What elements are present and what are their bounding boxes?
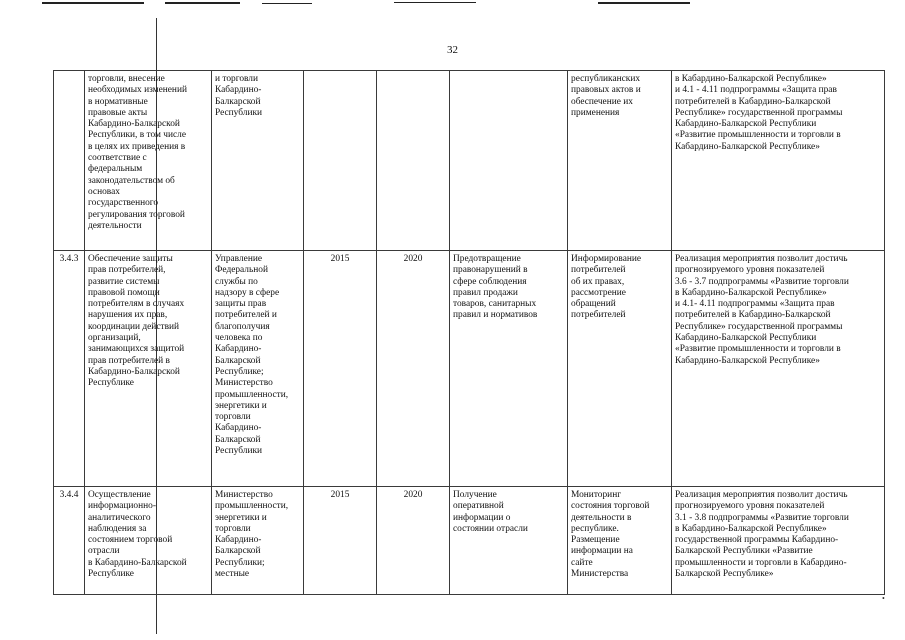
scan-artifact-top — [394, 2, 476, 3]
measures-table — [53, 70, 885, 595]
row-number: 3.4.4 — [54, 487, 85, 595]
start-year: 2015 — [304, 487, 377, 595]
main-directions: республиканских правовых актов и обеспечение их применения — [568, 71, 672, 251]
end-year — [377, 71, 450, 251]
end-year: 2020 — [377, 487, 450, 595]
start-year — [304, 71, 377, 251]
scan-artifact-corner: • — [882, 594, 885, 603]
scan-artifact-top — [598, 2, 690, 4]
indicator-link: в Кабардино-Балкарской Республике» и 4.1 - 4.11 подпрограммы «Защита прав потребителей в Кабардино-Балкарской Республике» государственной программы Кабардино-Балкарской Республики «Развитие промышленности и торговли в Кабардино-Балкарской Республике» — [672, 71, 885, 251]
table-row — [54, 487, 885, 595]
scan-artifact-top — [262, 3, 312, 4]
expected-result — [450, 71, 568, 251]
main-directions: Мониторинг состояния торговой деятельности в республике. Размещение информации на сайте Министерства — [568, 487, 672, 595]
start-year: 2015 — [304, 251, 377, 487]
expected-result: Предотвращение правонарушений в сфере соблюдения правил продажи товаров, санитарных правил и нормативов — [450, 251, 568, 487]
table-row — [54, 251, 885, 487]
indicator-link: Реализация мероприятия позволит достичь прогнозируемого уровня показателей 3.1 - 3.8 подпрограммы «Развитие торговли в Кабардино-Балкарской Республике» государственной программы Кабардино- Балкарской Республики «Развитие промышленности и торговли в Кабардино- Балкарской Республике» — [672, 487, 885, 595]
scan-artifact-top — [165, 2, 240, 4]
expected-result: Получение оперативной информации о состоянии отрасли — [450, 487, 568, 595]
responsible-executor: и торговли Кабардино- Балкарской Республики — [212, 71, 304, 251]
measure-name: Осуществление информационно- аналитического наблюдения за состоянием торговой отрасли в Кабардино-Балкарской Республике — [85, 487, 212, 595]
end-year: 2020 — [377, 251, 450, 487]
row-number — [54, 71, 85, 251]
row-number: 3.4.3 — [54, 251, 85, 487]
main-directions: Информирование потребителей об их правах, рассмотрение обращений потребителей — [568, 251, 672, 487]
measure-name: торговли, внесение необходимых изменений в нормативные правовые акты Кабардино-Балкарской Республики, в том числе в целях их приведения в соответствие с федеральным законодательством об основах государственного регулирования торговой деятельности — [85, 71, 212, 251]
measure-name: Обеспечение защиты прав потребителей, развитие системы правовой помощи потребителям в случаях нарушения их прав, координации действий организаций, занимающихся защитой прав потребителей в Кабардино-Балкарской Республике — [85, 251, 212, 487]
table-row — [54, 71, 885, 251]
responsible-executor: Министерство промышленности, энергетики и торговли Кабардино- Балкарской Республики; местные — [212, 487, 304, 595]
page-number: 32 — [447, 44, 458, 56]
indicator-link: Реализация мероприятия позволит достичь прогнозируемого уровня показателей 3.6 - 3.7 подпрограммы «Развитие торговли в Кабардино-Балкарской Республике» и 4.1- 4.11 подпрограммы «Защита прав потребителей в Кабардино-Балкарской Республике» государственной программы Кабардино-Балкарской Республики «Развитие промышленности и торговли в Кабардино-Балкарской Республике» — [672, 251, 885, 487]
scan-artifact-top — [42, 2, 144, 4]
responsible-executor: Управление Федеральной службы по надзору в сфере защиты прав потребителей и благополучия человека по Кабардино- Балкарской Республике; Министерство промышленности, энергетики и торговли Кабардино- Балкарской Республики — [212, 251, 304, 487]
